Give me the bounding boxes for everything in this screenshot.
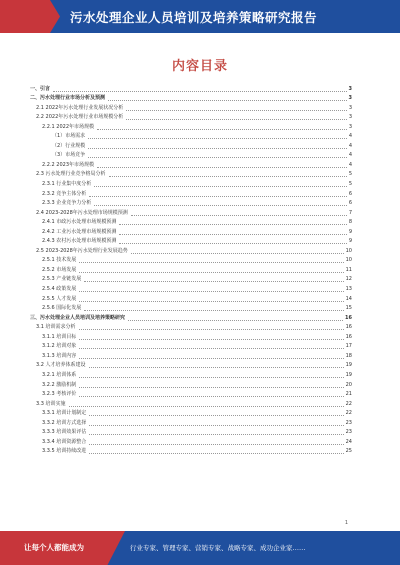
toc-entry[interactable] — [30, 313, 352, 323]
toc-leader-dots — [119, 234, 346, 235]
toc-entry-page: 4 — [348, 142, 352, 149]
red-arrow-decoration — [0, 0, 60, 33]
toc-entry[interactable] — [30, 237, 352, 247]
toc-entry-title: 2.1 2022年污水处理行业发展状况分析 — [36, 104, 124, 111]
toc-entry-title: 3.2.2 激励机制 — [42, 381, 77, 388]
toc-leader-dots — [94, 186, 347, 187]
toc-entry-page: 3 — [348, 123, 352, 130]
toc-entry-title: 2.2 2022年污水处理行业市场规模分析 — [36, 114, 124, 121]
toc-entry-title: 3.2.3 考核评价 — [42, 391, 77, 398]
toc-entry[interactable] — [30, 409, 352, 419]
toc-entry[interactable] — [30, 218, 352, 228]
toc-entry-page: 3 — [348, 95, 352, 102]
toc-entry-title: 3.3.3 培训效果评估 — [42, 429, 87, 436]
toc-entry-page: 4 — [348, 152, 352, 159]
toc-entry[interactable] — [30, 208, 352, 218]
toc-entry-title: 2.3.1 行业集中度分析 — [42, 181, 92, 188]
toc-leader-dots — [84, 281, 343, 282]
toc-entry[interactable] — [30, 265, 352, 275]
toc-leader-dots — [131, 215, 347, 216]
toc-entry[interactable] — [30, 380, 352, 390]
toc-list — [30, 84, 352, 456]
toc-entry-page: 12 — [345, 276, 352, 283]
toc-entry[interactable] — [30, 122, 352, 132]
toc-entry[interactable] — [30, 370, 352, 380]
toc-entry-page: 19 — [345, 371, 352, 378]
toc-entry[interactable] — [30, 132, 352, 142]
toc-leader-dots — [89, 415, 343, 416]
toc-leader-dots — [89, 196, 347, 197]
toc-entry-page: 3 — [348, 104, 352, 111]
toc-entry-title: 3.1 培训需求分析 — [36, 324, 76, 331]
toc-entry[interactable] — [30, 179, 352, 189]
toc-entry[interactable] — [30, 351, 352, 361]
toc-leader-dots — [89, 367, 344, 368]
toc-entry-title: 2.5.1 技术发展 — [42, 257, 77, 264]
toc-leader-dots — [79, 329, 344, 330]
toc-entry-page: 9 — [348, 228, 352, 235]
toc-entry[interactable] — [30, 275, 352, 285]
toc-entry-title: 3.1.2 培训对象 — [42, 343, 77, 350]
toc-leader-dots — [69, 406, 344, 407]
toc-entry-page: 21 — [345, 391, 352, 398]
toc-entry[interactable] — [30, 141, 352, 151]
toc-heading: 内容目录 — [171, 59, 228, 74]
toc-entry-title: 2.3.2 竞争主体分析 — [42, 190, 87, 197]
toc-entry[interactable] — [30, 361, 352, 371]
toc-entry[interactable] — [30, 437, 352, 447]
toc-leader-dots — [108, 100, 347, 101]
toc-leader-dots — [79, 377, 343, 378]
toc-entry-title: 2.5.4 政策发展 — [42, 286, 77, 293]
report-header-bar — [0, 0, 400, 33]
toc-entry-title: 2.5.5 人才发展 — [42, 295, 77, 302]
toc-entry[interactable] — [30, 113, 352, 123]
toc-entry-title: 2.4.1 市政污水处理市场规模预测 — [42, 219, 117, 226]
toc-leader-dots — [79, 358, 343, 359]
toc-entry-page: 6 — [348, 200, 352, 207]
toc-entry-page: 7 — [348, 209, 352, 216]
toc-entry-title: 2.4.2 工业污水处理市场规模预测 — [42, 228, 117, 235]
toc-entry-title: 2.3 污水处理行业竞争格局分析 — [36, 171, 106, 178]
toc-entry[interactable] — [30, 332, 352, 342]
toc-entry[interactable] — [30, 428, 352, 438]
toc-entry-title: 3.3 培训实施 — [36, 400, 66, 407]
toc-entry-page: 22 — [345, 400, 352, 407]
toc-leader-dots — [79, 339, 343, 340]
toc-leader-dots — [97, 129, 347, 130]
toc-leader-dots — [131, 253, 344, 254]
toc-leader-dots — [126, 110, 347, 111]
toc-entry-page: 13 — [345, 286, 352, 293]
toc-entry[interactable] — [30, 399, 352, 409]
toc-entry[interactable] — [30, 246, 352, 256]
toc-entry-page: 23 — [345, 419, 352, 426]
toc-entry-page: 23 — [345, 429, 352, 436]
toc-entry-page: 3 — [348, 114, 352, 121]
toc-entry-page: 10 — [345, 247, 352, 254]
toc-leader-dots — [79, 272, 343, 273]
toc-entry-title: 2.4 2023-2028年污水处理市场规模预测 — [36, 209, 128, 216]
toc-leader-dots — [53, 91, 347, 92]
toc-entry[interactable] — [30, 199, 352, 209]
page-number: 1 — [344, 520, 348, 526]
toc-entry[interactable] — [30, 84, 352, 94]
toc-entry-page: 5 — [348, 171, 352, 178]
toc-entry[interactable] — [30, 323, 352, 333]
toc-leader-dots — [89, 453, 343, 454]
toc-entry-title: （2）行业规模 — [52, 142, 86, 149]
toc-entry-title: 2.5 2023-2028年污水处理行业发展趋势 — [36, 247, 128, 254]
toc-entry-page: 16 — [345, 333, 352, 340]
toc-leader-dots — [119, 243, 346, 244]
toc-entry-title: 三、污水处理企业人员培训及培养策略研究 — [30, 314, 126, 321]
toc-entry-page: 15 — [345, 305, 352, 312]
toc-entry-page: 24 — [345, 438, 352, 445]
toc-entry-page: 6 — [348, 190, 352, 197]
toc-entry-title: 2.2.1 2022年市场规模 — [42, 123, 95, 130]
toc-entry[interactable] — [30, 447, 352, 457]
toc-leader-dots — [79, 291, 343, 292]
toc-entry-title: 3.2 人才培养体系建设 — [36, 362, 86, 369]
toc-entry-title: 2.5.2 市场发展 — [42, 266, 77, 273]
toc-entry-page: 16 — [345, 324, 352, 331]
toc-entry[interactable] — [30, 418, 352, 428]
toc-leader-dots — [79, 396, 343, 397]
toc-leader-dots — [97, 167, 347, 168]
toc-leader-dots — [109, 176, 347, 177]
toc-entry-page: 10 — [345, 257, 352, 264]
toc-entry[interactable] — [30, 304, 352, 314]
toc-leader-dots — [84, 310, 343, 311]
footer-slogan: 让每个人都能成为 — [24, 543, 84, 552]
toc-entry[interactable] — [30, 160, 352, 170]
toc-entry[interactable] — [30, 151, 352, 161]
toc-leader-dots — [88, 157, 347, 158]
toc-entry-title: 3.3.1 培训计划制定 — [42, 410, 87, 417]
toc-entry-title: 2.5.6 国际化发展 — [42, 305, 82, 312]
toc-entry[interactable] — [30, 256, 352, 266]
toc-leader-dots — [79, 262, 343, 263]
toc-entry[interactable] — [30, 94, 352, 104]
toc-entry-title: 二、污水处理行业市场分析及预测 — [30, 95, 106, 102]
toc-entry-title: （3）市场竞争 — [52, 152, 86, 159]
toc-entry-page: 8 — [348, 219, 352, 226]
toc-leader-dots — [89, 425, 343, 426]
toc-leader-dots — [79, 387, 343, 388]
toc-leader-dots — [126, 119, 347, 120]
toc-entry-page: 25 — [345, 448, 352, 455]
toc-leader-dots — [89, 444, 343, 445]
toc-entry-title: 3.2.1 培训体系 — [42, 371, 77, 378]
toc-leader-dots — [128, 320, 343, 321]
toc-entry-page: 4 — [348, 161, 352, 168]
toc-entry[interactable] — [30, 170, 352, 180]
toc-entry-title: 3.1.1 培训目标 — [42, 333, 77, 340]
toc-entry-page: 16 — [345, 314, 352, 321]
toc-entry-title: 2.5.3 产业链发展 — [42, 276, 82, 283]
toc-entry-page: 9 — [348, 238, 352, 245]
toc-entry[interactable] — [30, 227, 352, 237]
toc-leader-dots — [119, 224, 346, 225]
toc-leader-dots — [89, 434, 343, 435]
toc-entry[interactable] — [30, 284, 352, 294]
toc-entry-title: 3.3.4 培训资源整合 — [42, 438, 87, 445]
toc-leader-dots — [79, 348, 343, 349]
toc-entry[interactable] — [30, 189, 352, 199]
toc-entry-page: 3 — [348, 85, 352, 92]
toc-entry-title: 2.2.2 2023年市场规模 — [42, 161, 95, 168]
toc-entry[interactable] — [30, 294, 352, 304]
toc-leader-dots — [88, 138, 347, 139]
toc-entry-title: 3.3.2 培训方式选择 — [42, 419, 87, 426]
toc-entry[interactable] — [30, 390, 352, 400]
toc-entry-title: 3.3.5 培训持续改进 — [42, 448, 87, 455]
toc-entry[interactable] — [30, 342, 352, 352]
toc-entry-page: 5 — [348, 181, 352, 188]
toc-entry[interactable] — [30, 103, 352, 113]
toc-entry-page: 11 — [345, 266, 352, 273]
footer-bar — [0, 531, 400, 565]
toc-entry-page: 17 — [345, 343, 352, 350]
toc-leader-dots — [88, 148, 347, 149]
toc-entry-title: 3.1.3 培训内容 — [42, 352, 77, 359]
toc-entry-page: 19 — [345, 362, 352, 369]
toc-entry-title: 2.3.3 企业竞争力分析 — [42, 200, 92, 207]
toc-entry-title: （1）市场需求 — [52, 133, 86, 140]
toc-leader-dots — [79, 301, 343, 302]
toc-entry-page: 20 — [345, 381, 352, 388]
toc-leader-dots — [94, 205, 347, 206]
toc-entry-title: 2.4.3 农村污水处理市场规模预测 — [42, 238, 117, 245]
toc-entry-page: 14 — [345, 295, 352, 302]
toc-entry-title: 一、引言 — [30, 85, 51, 92]
toc-entry-page: 18 — [345, 352, 352, 359]
toc-entry-page: 22 — [345, 410, 352, 417]
toc-entry-page: 4 — [348, 133, 352, 140]
report-title: 污水处理企业人员培训及培养策略研究报告 — [70, 9, 318, 25]
footer-roles: 行业专家、管理专家、营销专家、战略专家、成功企业家…… — [130, 544, 306, 552]
